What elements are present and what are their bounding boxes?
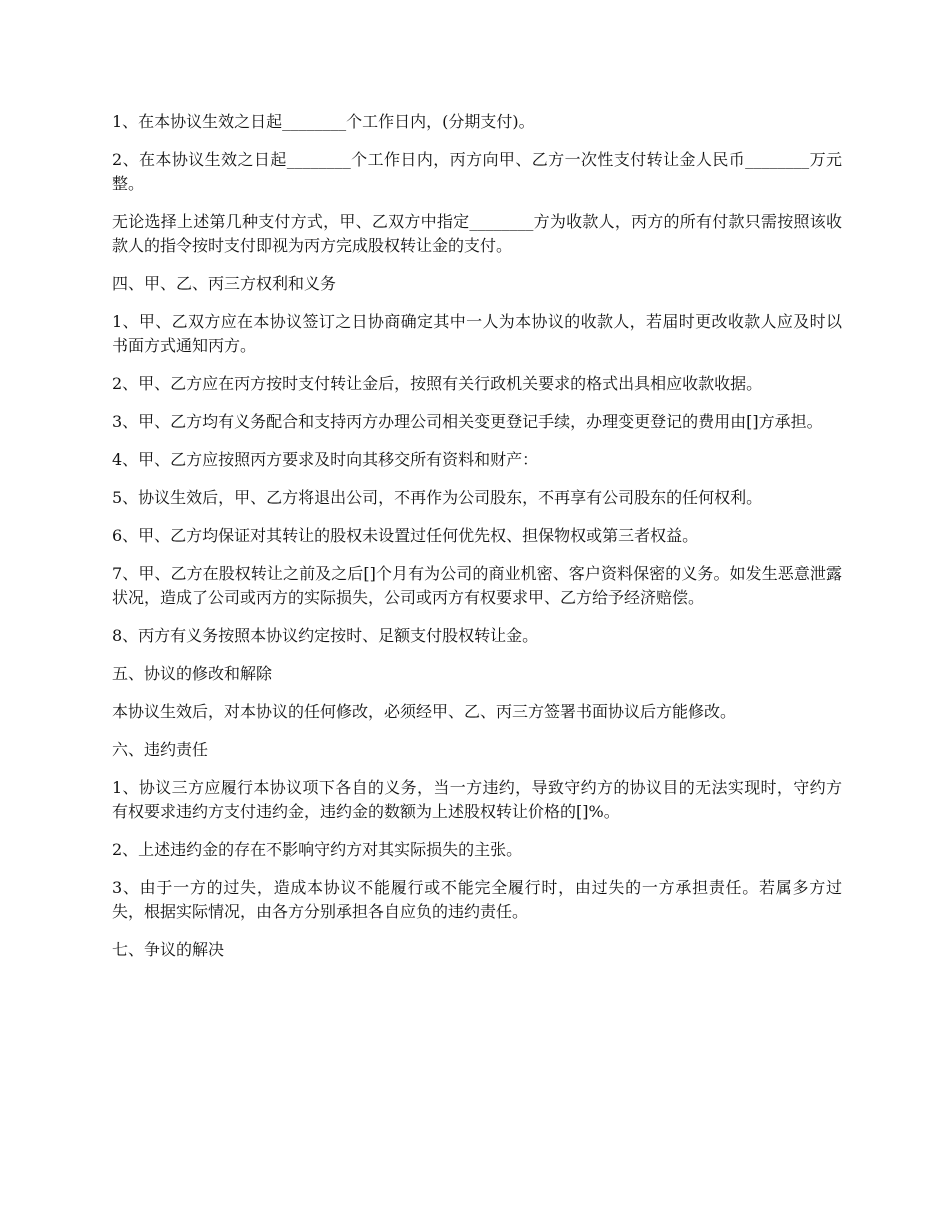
paragraph-liability-1: 1、协议三方应履行本协议项下各自的义务，当一方违约，导致守约方的协议目的无法实现时，守约方有权要求违约方支付违约金，违约金的数额为上述股权转让价格的[]%。	[112, 778, 842, 821]
paragraph-payment-lump-sum: 2、在本协议生效之日起________个工作日内，丙方向甲、乙方一次性支付转让金人民币________万元整。	[112, 150, 842, 193]
paragraph-rights-7: 7、甲、乙方在股权转让之前及之后[]个月有为公司的商业机密、客户资料保密的义务。如发生恶意泄露状况，造成了公司或丙方的实际损失，公司或丙方有权要求甲、乙方给予经济赔偿。	[112, 564, 842, 607]
paragraph-liability-2: 2、上述违约金的存在不影响守约方对其实际损失的主张。	[112, 840, 523, 859]
paragraph-rights-4: 4、甲、乙方应按照丙方要求及时向其移交所有资料和财产：	[112, 450, 539, 469]
section-heading-modification: 五、协议的修改和解除	[112, 664, 273, 683]
paragraph-rights-8: 8、丙方有义务按照本协议约定按时、足额支付股权转让金。	[112, 626, 539, 645]
paragraph-rights-2: 2、甲、乙方应在丙方按时支付转让金后，按照有关行政机关要求的格式出具相应收款收据。	[112, 374, 763, 393]
section-heading-rights-obligations: 四、甲、乙、丙三方权利和义务	[112, 274, 337, 293]
paragraph-rights-6: 6、甲、乙方均保证对其转让的股权未设置过任何优先权、担保物权或第三者权益。	[112, 526, 699, 545]
paragraph-modification: 本协议生效后，对本协议的任何修改，必须经甲、乙、丙三方签署书面协议后方能修改。	[112, 702, 737, 721]
section-heading-liability: 六、违约责任	[112, 740, 209, 759]
section-heading-dispute: 七、争议的解决	[112, 940, 225, 959]
paragraph-rights-1: 1、甲、乙双方应在本协议签订之日协商确定其中一人为本协议的收款人，若届时更改收款人应及时以书面方式通知丙方。	[112, 312, 842, 355]
paragraph-liability-3: 3、由于一方的过失，造成本协议不能履行或不能完全履行时，由过失的一方承担责任。若属多方过失，根据实际情况，由各方分别承担各自应负的违约责任。	[112, 878, 842, 921]
paragraph-payment-installment: 1、在本协议生效之日起________个工作日内，(分期支付)。	[112, 112, 535, 131]
paragraph-rights-5: 5、协议生效后，甲、乙方将退出公司，不再作为公司股东，不再享有公司股东的任何权利。	[112, 488, 763, 507]
paragraph-rights-3: 3、甲、乙方均有义务配合和支持丙方办理公司相关变更登记手续，办理变更登记的费用由[]方承担。	[112, 412, 823, 431]
document-page	[112, 110, 842, 976]
paragraph-payee-designation: 无论选择上述第几种支付方式，甲、乙双方中指定________方为收款人，丙方的所有付款只需按照该收款人的指令按时支付即视为丙方完成股权转让金的支付。	[112, 212, 842, 255]
